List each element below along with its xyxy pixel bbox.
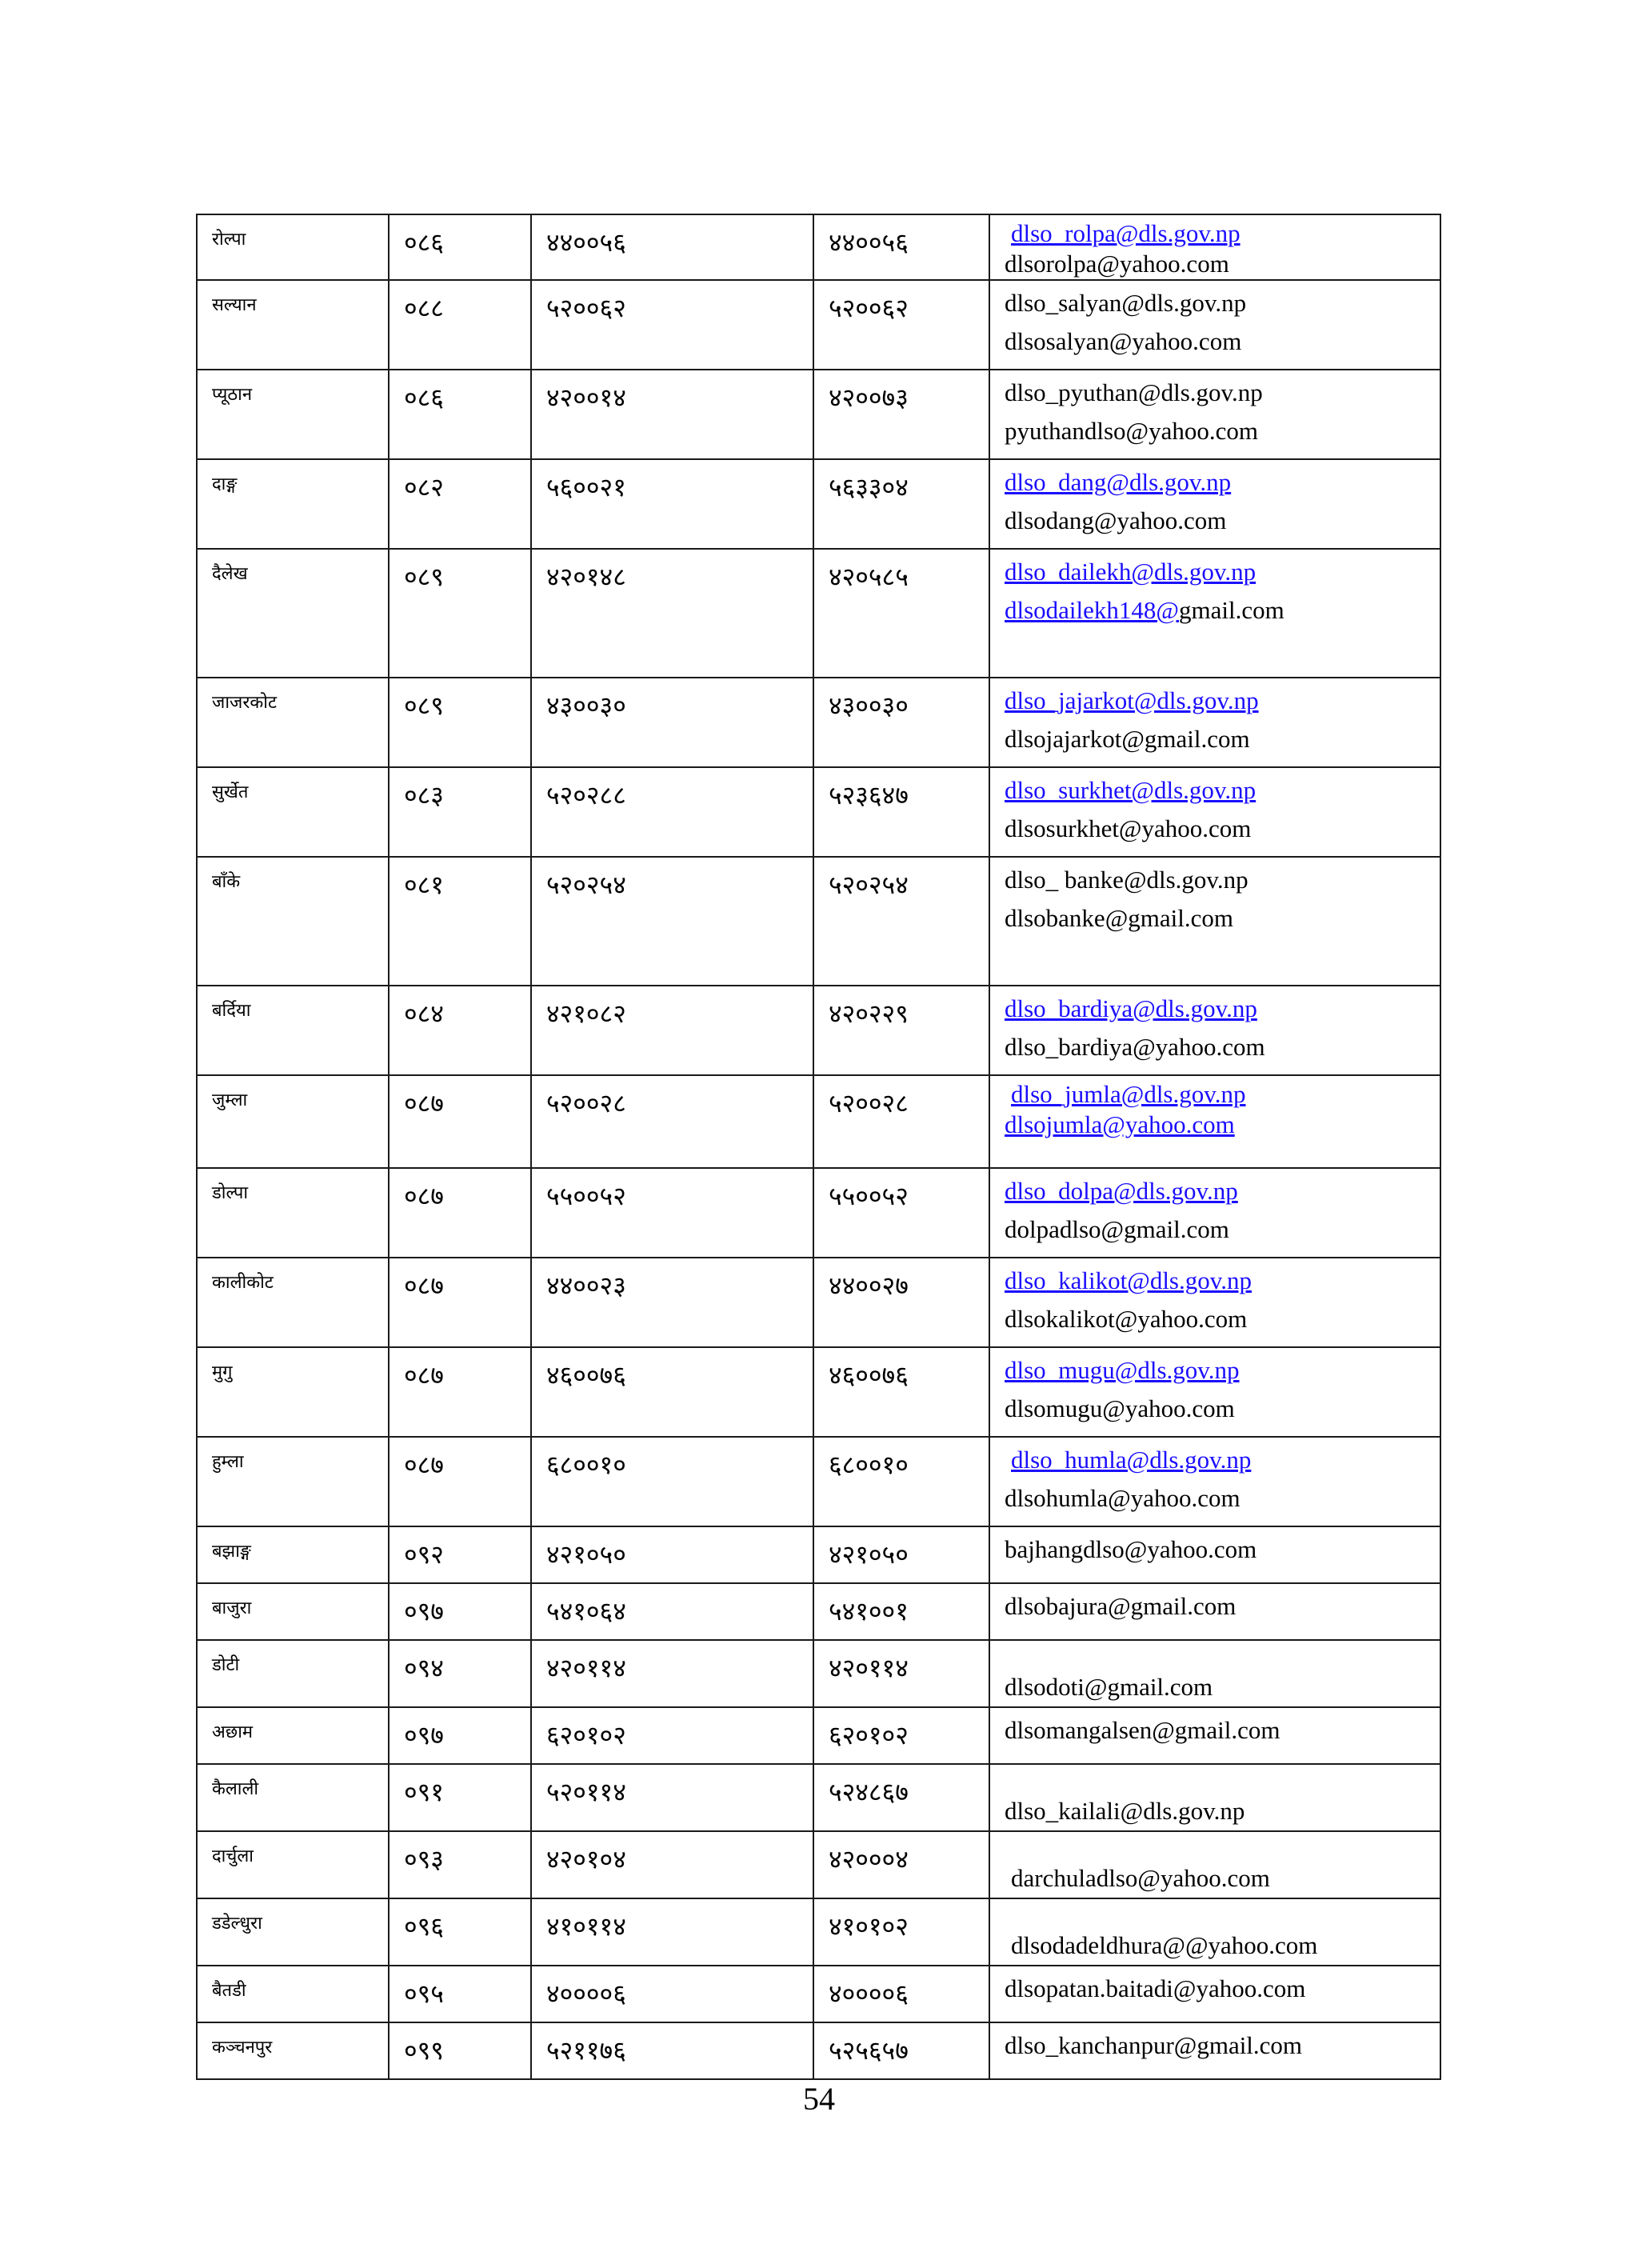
area-code-cell: ०९५: [389, 1966, 531, 2022]
phone-number-cell: ५६००२१: [531, 459, 813, 549]
email-link[interactable]: dlso_surkhet@dls.gov.np: [1005, 776, 1256, 804]
district-name-cell: जाजरकोट: [197, 678, 389, 767]
phone-number-cell: ४४००२३: [531, 1258, 813, 1347]
email-line: [1005, 1300, 1440, 1338]
fax-number-cell: ४२०००४: [813, 1831, 989, 1898]
email-line: [1005, 1711, 1440, 1750]
email-address: darchuladlso@yahoo.com: [1011, 1864, 1270, 1892]
table-row: [197, 1966, 1440, 2022]
email-line: [1005, 218, 1440, 249]
email-link[interactable]: dlso_jumla@dls.gov.np: [1011, 1080, 1246, 1108]
email-line: [1005, 720, 1440, 758]
table-row: [197, 1640, 1440, 1707]
district-name-cell: दैलेख: [197, 549, 389, 678]
email-address: dlsodadeldhura@@yahoo.com: [1011, 1931, 1318, 1959]
fax-number-cell: ५२००२८: [813, 1075, 989, 1168]
district-name-cell: कालीकोट: [197, 1258, 389, 1347]
area-code-cell: ०९६: [389, 1898, 531, 1966]
phone-number-cell: ४२०१४८: [531, 549, 813, 678]
email-address: dlso_ banke@dls.gov.np: [1005, 866, 1248, 894]
district-name-cell: बझाङ्ग: [197, 1526, 389, 1583]
email-line: [1005, 1210, 1440, 1249]
district-name-cell: दाङ्ग: [197, 459, 389, 549]
email-line: [1005, 284, 1440, 322]
fax-number-cell: ५२५६५७: [813, 2022, 989, 2079]
phone-number-cell: ५२००६२: [531, 280, 813, 370]
email-line: [1005, 2026, 1440, 2065]
email-cell: [989, 459, 1440, 549]
email-address: dlsodoti@gmail.com: [1005, 1673, 1213, 1701]
phone-number-cell: ४२०११४: [531, 1640, 813, 1707]
table-row: [197, 1168, 1440, 1258]
email-address: dlsobajura@gmail.com: [1005, 1592, 1236, 1620]
email-line: [1005, 1668, 1440, 1706]
area-code-cell: ०८२: [389, 459, 531, 549]
fax-number-cell: ४४००२७: [813, 1258, 989, 1347]
area-code-cell: ०८९: [389, 678, 531, 767]
table-row: [197, 857, 1440, 986]
email-line: [1005, 1859, 1440, 1898]
email-address: dlsohumla@yahoo.com: [1005, 1484, 1240, 1512]
fax-number-cell: ४२००७३: [813, 370, 989, 459]
phone-number-cell: ४२१०५०: [531, 1526, 813, 1583]
email-line: [1005, 1172, 1440, 1210]
table-row: [197, 1258, 1440, 1347]
email-link[interactable]: dlso_humla@dls.gov.np: [1011, 1446, 1252, 1474]
phone-number-cell: ५२०२५४: [531, 857, 813, 986]
table-row: [197, 2022, 1440, 2079]
fax-number-cell: ४३००३०: [813, 678, 989, 767]
table-row: [197, 214, 1440, 280]
fax-number-cell: ४२१०५०: [813, 1526, 989, 1583]
phone-number-cell: ६२०१०२: [531, 1707, 813, 1764]
district-name-cell: अछाम: [197, 1707, 389, 1764]
email-line: [1005, 771, 1440, 810]
email-address: dlsosurkhet@yahoo.com: [1005, 814, 1252, 842]
fax-number-cell: ५४१००१: [813, 1583, 989, 1640]
district-name-cell: बाँके: [197, 857, 389, 986]
email-cell: [989, 1966, 1440, 2022]
area-code-cell: ०८८: [389, 280, 531, 370]
email-cell: [989, 1707, 1440, 1764]
area-code-cell: ०८४: [389, 986, 531, 1075]
email-line: [1005, 682, 1440, 720]
email-address: dlsobanke@gmail.com: [1005, 904, 1233, 932]
district-name-cell: डोल्पा: [197, 1168, 389, 1258]
email-cell: [989, 1640, 1440, 1707]
email-cell: [989, 767, 1440, 857]
email-line: [1005, 502, 1440, 540]
phone-number-cell: ४३००३०: [531, 678, 813, 767]
area-code-cell: ०९९: [389, 2022, 531, 2079]
email-cell: [989, 1583, 1440, 1640]
email-line: [1005, 1079, 1440, 1110]
area-code-cell: ०८१: [389, 857, 531, 986]
table-row: [197, 1707, 1440, 1764]
email-line: [1005, 412, 1440, 450]
email-cell: [989, 1831, 1440, 1898]
email-address: dlsopatan.baitadi@yahoo.com: [1005, 1974, 1306, 2002]
table-row: [197, 986, 1440, 1075]
district-contact-table: [196, 214, 1441, 2080]
email-address: dlso_kanchanpur@gmail.com: [1005, 2031, 1303, 2059]
email-address: dlsojajarkot@gmail.com: [1005, 725, 1250, 753]
email-cell: [989, 1526, 1440, 1583]
email-line: [1005, 1479, 1440, 1518]
table-row: [197, 280, 1440, 370]
phone-number-cell: ४६००७६: [531, 1347, 813, 1437]
phone-number-cell: ५२०२८८: [531, 767, 813, 857]
area-code-cell: ०८७: [389, 1258, 531, 1347]
phone-number-cell: ४२१०८२: [531, 986, 813, 1075]
email-cell: [989, 1258, 1440, 1347]
area-code-cell: ०९१: [389, 1764, 531, 1831]
email-line: [1005, 591, 1440, 630]
email-address: dlso_bardiya@yahoo.com: [1005, 1033, 1265, 1061]
fax-number-cell: ६२०१०२: [813, 1707, 989, 1764]
email-link[interactable]: dlso_jajarkot@dls.gov.np: [1005, 686, 1259, 714]
fax-number-cell: ५६३३०४: [813, 459, 989, 549]
email-cell: [989, 1437, 1440, 1526]
fax-number-cell: ४२०२२९: [813, 986, 989, 1075]
district-name-cell: बैतडी: [197, 1966, 389, 2022]
table-row: [197, 549, 1440, 678]
email-link[interactable]: dlso_dailekh@dls.gov.np: [1005, 558, 1256, 586]
phone-number-cell: ५२००२८: [531, 1075, 813, 1168]
email-line: [1005, 861, 1440, 899]
fax-number-cell: ४४००५६: [813, 214, 989, 280]
email-address: dolpadlso@gmail.com: [1005, 1215, 1229, 1243]
email-cell: [989, 280, 1440, 370]
email-cell: [989, 2022, 1440, 2079]
email-address: dlsomugu@yahoo.com: [1005, 1394, 1235, 1422]
fax-number-cell: ४००००६: [813, 1966, 989, 2022]
email-cell: [989, 214, 1440, 280]
district-name-cell: कञ्चनपुर: [197, 2022, 389, 2079]
email-line: [1005, 1587, 1440, 1626]
email-cell: [989, 549, 1440, 678]
email-cell: [989, 370, 1440, 459]
email-line: [1005, 899, 1440, 938]
email-line: [1005, 374, 1440, 412]
table-row: [197, 1437, 1440, 1526]
fax-number-cell: ४२०५८५: [813, 549, 989, 678]
email-link[interactable]: dlso_rolpa@dls.gov.np: [1011, 219, 1240, 247]
page-number: 54: [803, 2081, 835, 2117]
email-line: [1005, 1792, 1440, 1830]
area-code-cell: ०९२: [389, 1526, 531, 1583]
email-address: dlsodang@yahoo.com: [1005, 506, 1227, 534]
email-line: [1005, 1441, 1440, 1479]
email-cell: [989, 678, 1440, 767]
district-name-cell: रोल्पा: [197, 214, 389, 280]
email-line: [1005, 322, 1440, 361]
area-code-cell: ०८७: [389, 1347, 531, 1437]
district-name-cell: सुर्खेत: [197, 767, 389, 857]
email-line: [1005, 1530, 1440, 1569]
email-address: dlsokalikot@yahoo.com: [1005, 1305, 1248, 1333]
table-body: [197, 214, 1440, 2079]
fax-number-cell: ४६००७६: [813, 1347, 989, 1437]
table-row: [197, 1583, 1440, 1640]
area-code-cell: ०८३: [389, 767, 531, 857]
email-cell: [989, 1898, 1440, 1966]
area-code-cell: ०९४: [389, 1640, 531, 1707]
fax-number-cell: ६८००१०: [813, 1437, 989, 1526]
fax-number-cell: ४१०१०२: [813, 1898, 989, 1966]
district-name-cell: कैलाली: [197, 1764, 389, 1831]
email-address: dlso_pyuthan@dls.gov.np: [1005, 378, 1263, 406]
fax-number-cell: ५२४८६७: [813, 1764, 989, 1831]
district-name-cell: बाजुरा: [197, 1583, 389, 1640]
fax-number-cell: ४२०११४: [813, 1640, 989, 1707]
table-row: [197, 1526, 1440, 1583]
fax-number-cell: ५२०२५४: [813, 857, 989, 986]
email-line: [1005, 1262, 1440, 1300]
area-code-cell: ०८६: [389, 370, 531, 459]
email-line: [1005, 1390, 1440, 1428]
phone-number-cell: ५५००५२: [531, 1168, 813, 1258]
email-cell: [989, 1075, 1440, 1168]
email-line: [1005, 1926, 1440, 1965]
fax-number-cell: ५५००५२: [813, 1168, 989, 1258]
email-domain: gmail.com: [1178, 596, 1284, 624]
phone-number-cell: ५२०११४: [531, 1764, 813, 1831]
email-link[interactable]: dlsojumla@yahoo.com: [1005, 1110, 1235, 1138]
email-link[interactable]: dlsodailekh148@: [1005, 596, 1179, 624]
phone-number-cell: ४१०११४: [531, 1898, 813, 1966]
area-code-cell: ०९७: [389, 1583, 531, 1640]
table-row: [197, 1075, 1440, 1168]
email-address: pyuthandlso@yahoo.com: [1005, 417, 1258, 445]
area-code-cell: ०८७: [389, 1168, 531, 1258]
email-cell: [989, 857, 1440, 986]
email-address: dlso_kailali@dls.gov.np: [1005, 1797, 1245, 1825]
phone-number-cell: ५२११७६: [531, 2022, 813, 2079]
table-row: [197, 1831, 1440, 1898]
email-line: [1005, 990, 1440, 1028]
table-row: [197, 767, 1440, 857]
phone-number-cell: ४२००१४: [531, 370, 813, 459]
area-code-cell: ०८६: [389, 214, 531, 280]
email-cell: [989, 1347, 1440, 1437]
district-name-cell: सल्यान: [197, 280, 389, 370]
email-line: [1005, 810, 1440, 848]
phone-number-cell: ४००००६: [531, 1966, 813, 2022]
phone-number-cell: ६८००१०: [531, 1437, 813, 1526]
email-address: dlsomangalsen@gmail.com: [1005, 1716, 1280, 1744]
fax-number-cell: ५२००६२: [813, 280, 989, 370]
area-code-cell: ०८७: [389, 1075, 531, 1168]
email-line: [1005, 553, 1440, 591]
phone-number-cell: ४४००५६: [531, 214, 813, 280]
email-line: [1005, 249, 1440, 279]
email-address: dlso_salyan@dls.gov.np: [1005, 289, 1247, 317]
email-cell: [989, 986, 1440, 1075]
district-name-cell: डोटी: [197, 1640, 389, 1707]
email-link[interactable]: dlso_mugu@dls.gov.np: [1005, 1356, 1240, 1384]
table-row: [197, 370, 1440, 459]
email-cell: [989, 1168, 1440, 1258]
table-row: [197, 1347, 1440, 1437]
table-row: [197, 459, 1440, 549]
email-cell: [989, 1764, 1440, 1831]
area-code-cell: ०८९: [389, 549, 531, 678]
email-address: dlsorolpa@yahoo.com: [1005, 250, 1229, 278]
email-link[interactable]: dlso_dang@dls.gov.np: [1005, 468, 1232, 496]
email-line: [1005, 1970, 1440, 2008]
table-row: [197, 678, 1440, 767]
email-line: [1005, 1028, 1440, 1066]
email-link[interactable]: dlso_dolpa@dls.gov.np: [1005, 1177, 1238, 1205]
area-code-cell: ०८७: [389, 1437, 531, 1526]
email-line: [1005, 1110, 1440, 1140]
fax-number-cell: ५२३६४७: [813, 767, 989, 857]
email-address: dlsosalyan@yahoo.com: [1005, 327, 1242, 355]
district-name-cell: हुम्ला: [197, 1437, 389, 1526]
email-link[interactable]: dlso_kalikot@dls.gov.np: [1005, 1266, 1252, 1294]
email-address: bajhangdlso@yahoo.com: [1005, 1535, 1257, 1563]
area-code-cell: ०९७: [389, 1707, 531, 1764]
email-line: [1005, 1351, 1440, 1390]
area-code-cell: ०९३: [389, 1831, 531, 1898]
district-name-cell: प्यूठान: [197, 370, 389, 459]
district-name-cell: डडेल्धुरा: [197, 1898, 389, 1966]
district-name-cell: बर्दिया: [197, 986, 389, 1075]
table-row: [197, 1898, 1440, 1966]
phone-number-cell: ४२०१०४: [531, 1831, 813, 1898]
district-name-cell: जुम्ला: [197, 1075, 389, 1168]
district-name-cell: दार्चुला: [197, 1831, 389, 1898]
district-name-cell: मुगु: [197, 1347, 389, 1437]
phone-number-cell: ५४१०६४: [531, 1583, 813, 1640]
email-line: [1005, 463, 1440, 502]
email-link[interactable]: dlso_bardiya@dls.gov.np: [1005, 994, 1257, 1022]
table-row: [197, 1764, 1440, 1831]
